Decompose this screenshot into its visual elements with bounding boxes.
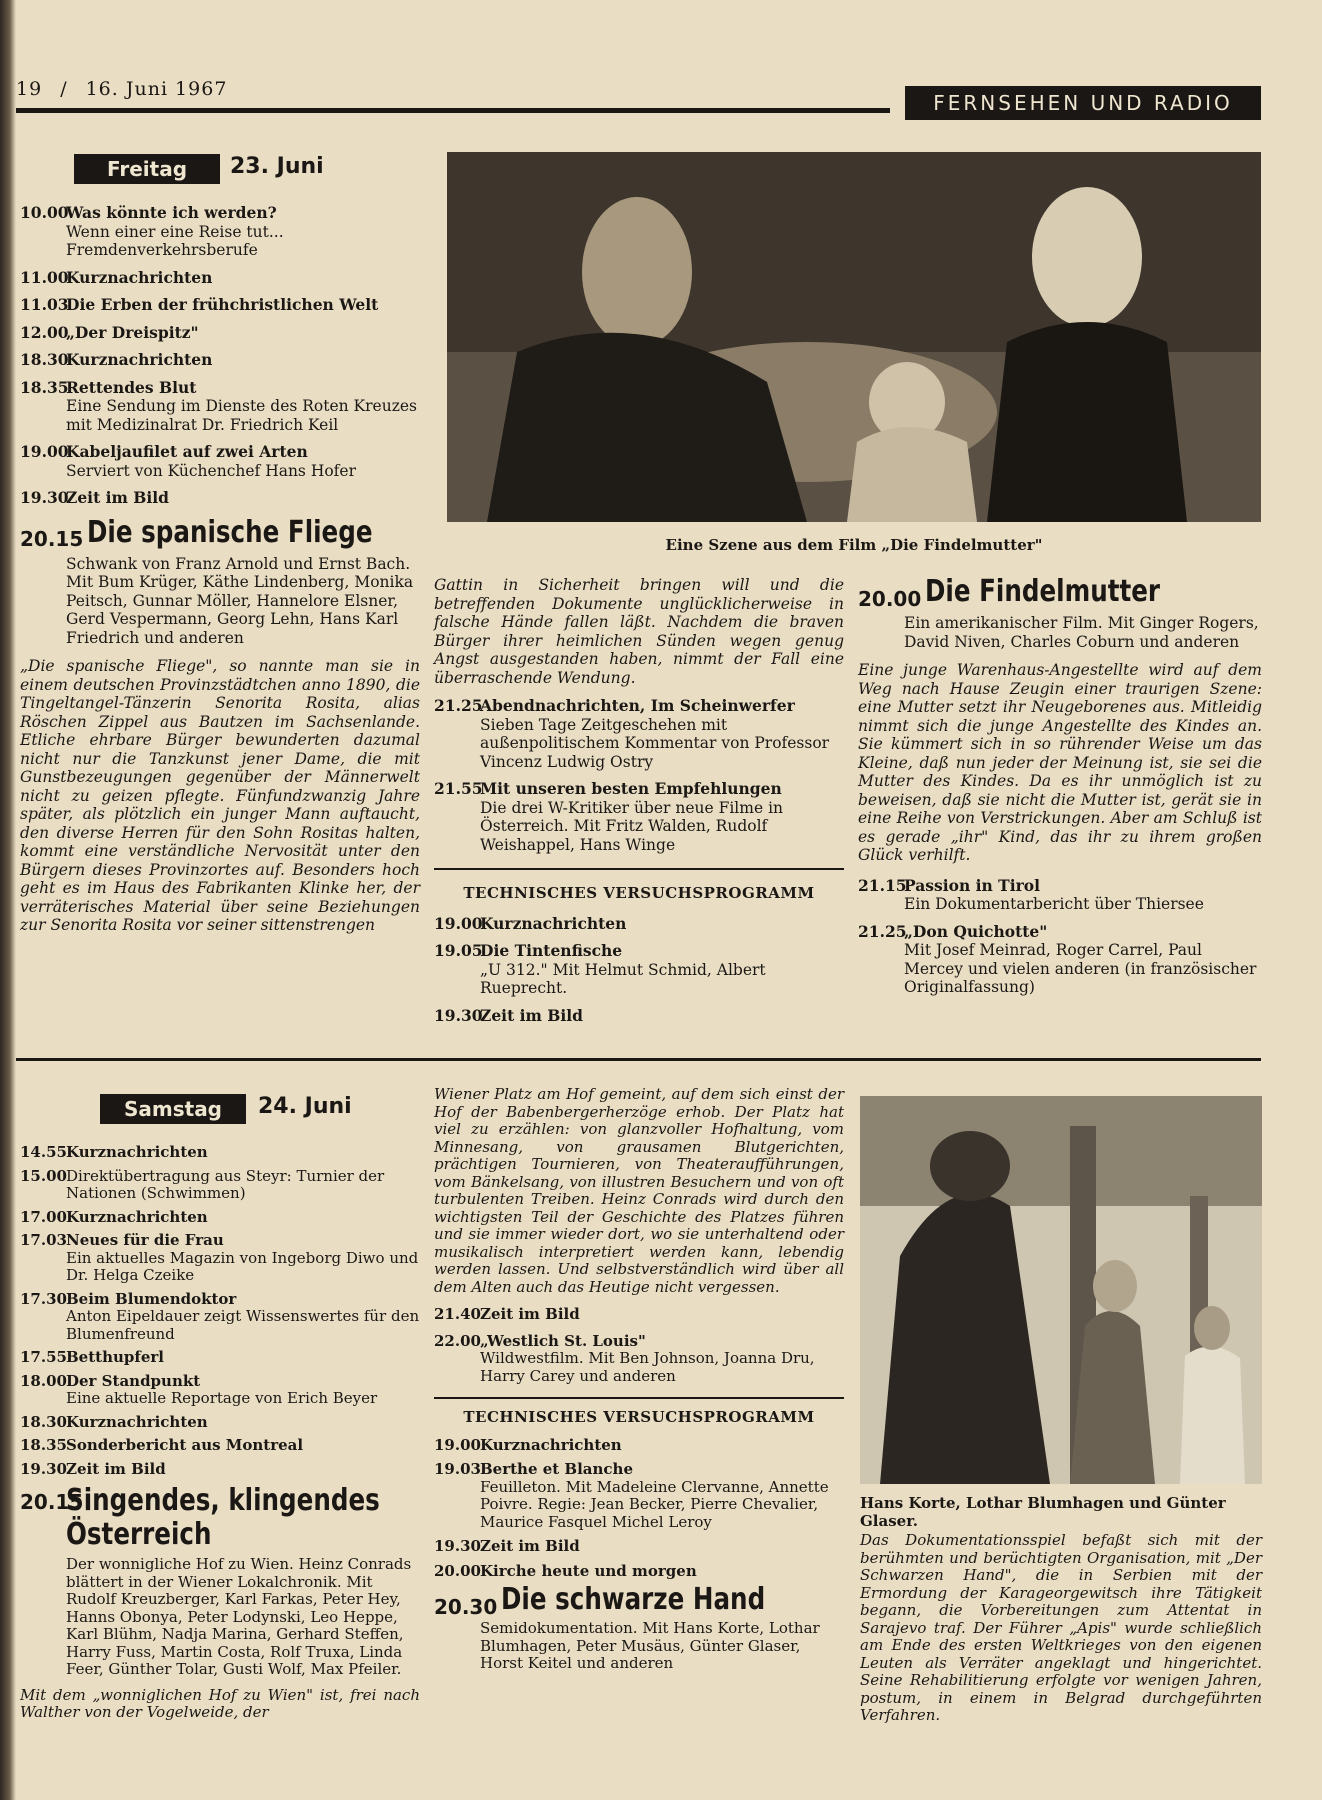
friday-date: 23. Juni <box>230 154 324 179</box>
program-item: 19.00 Kurznachrichten <box>434 1435 622 1454</box>
documentary-photo-caption: Hans Korte, Lothar Blumhagen und Günter Glaser. <box>860 1494 1226 1530</box>
program-item: 18.35 Sonderbericht aus Montreal <box>20 1436 304 1454</box>
program-item: 21.55 Mit unseren besten Empfehlungen Die drei W-Kritiker über neue Filme in Österreich. Mit Fritz Walden, Rudolf Weishappel, Hans Winge <box>434 779 784 854</box>
program-item: 19.30 Zeit im Bild <box>434 1537 580 1555</box>
program-item: 21.40 Zeit im Bild <box>434 1305 580 1323</box>
program-item: 20.00 Kirche heute und morgen <box>434 1561 697 1580</box>
friday-left-column <box>20 204 420 935</box>
program-item: 21.25 „Don Quichotte" Mit Josef Meinrad, Roger Carrel, Paul Mercey und vielen anderen (in französischer Originalfassung) <box>858 921 1257 996</box>
friday-middle-column <box>434 576 844 1034</box>
issue-separator: / <box>60 78 68 100</box>
day-divider <box>16 1058 1261 1061</box>
program-item: 11.03 Die Erben der frühchristlichen Welt <box>20 295 379 314</box>
program-item: 11.00 Kurznachrichten <box>20 267 213 287</box>
program-item: 17.30 Beim Blumendoktor Anton Eipeldauer zeigt Wissenswertes für den Blumenfreund <box>20 1289 420 1343</box>
program-item: 19.30 Zeit im Bild <box>434 1005 584 1025</box>
program-item: 17.03 Neues für die Frau Ein aktuelles Magazin von Ingeborg Diwo und Dr. Helga Czeike <box>20 1231 419 1284</box>
program-item: 19.00 Kurznachrichten <box>434 913 627 933</box>
program-item: 15.00 Direktübertragung aus Steyr: Turnier der Nationen (Schwimmen) <box>20 1166 385 1202</box>
feature-synopsis: Mit dem „wonniglichen Hof zu Wien" ist, frei nach Walther von der Vogelweide, der <box>20 1685 420 1721</box>
section-divider <box>434 868 844 870</box>
program-item: 18.00 Der Standpunkt Eine aktuelle Reportage von Erich Beyer <box>20 1371 378 1407</box>
header-rule <box>16 108 890 113</box>
film-heading: 20.00 Die Findelmutter <box>858 574 1161 611</box>
program-item: 22.00 „Westlich St. Louis" Wildwestfilm. Mit Ben Johnson, Joanna Dru, Harry Carey und anderen <box>434 1331 815 1385</box>
program-item: 21.25 Abendnachrichten, Im Scheinwerfer Sieben Tage Zeitgeschehen mit außenpolitischem Kommentar von Professor Vincenz Ludwig Ostry <box>434 696 830 771</box>
film-still-caption: Eine Szene aus dem Film „Die Findelmutter" <box>665 536 1043 554</box>
program-item: 18.30 Kurznachrichten <box>20 350 213 369</box>
film-synopsis: Eine junge Warenhaus-Angestellte wird auf dem Weg nach Hause Zeugin einer traurigen Szene: eine Mutter setzt ihr Neugeborenes aus. Mitleidig nimmt sich die junge Angestellte des Kindes an. Sie kümmert sich in so rührender Weise um das Kleine, daß nun jeder der Meinung ist, sie sei die Mutter des Kindes. Da es ihr unmöglich ist zu beweisen, daß sie nicht die Mutter ist, gerät sie in eine Reihe von Verstrickungen. Aber am Schluß ist es gerade „ihr" Kind, das ihr zu ihrem großen Glück verhilft. <box>858 661 1262 864</box>
tech-program-title: TECHNISCHES VERSUCHSPROGRAMM <box>463 1408 815 1426</box>
feature-heading: 20.15 Singendes, klingendes Österreich <box>20 1483 380 1552</box>
program-item: 19.03 Berthe et Blanche Feuilleton. Mit Madeleine Clervanne, Annette Poivre. Regie: Jean Becker, Pierre Chevalier, Maurice Fasquel Michel Leroy <box>434 1460 829 1531</box>
saturday-middle-column <box>434 1086 844 1673</box>
program-item: 17.55 Betthupferl <box>20 1348 164 1366</box>
film-still-photo <box>447 152 1261 522</box>
doc-heading: 20.30 Die schwarze Hand <box>434 1582 766 1619</box>
page-number: 19 <box>16 78 43 100</box>
documentary-photo <box>860 1096 1262 1484</box>
synopsis-continued: Wiener Platz am Hof gemeint, auf dem sich einst der Hof der Babenbergerherzöge erhob. Der Platz hat viel zu erzählen: von glanzvoller Hofhaltung, vom Minnesang, von grausamen Blutgerichten, prächtigen Tournieren, von Theateraufführungen, vom Bänkelsang, von illustren Besuchern und von oft turbulenten Treiben. Heinz Conrads wird durch den wichtigsten Teil der Geschichte des Platzes führen und sie immer wieder dort, wo sie unterhaltend oder musikalisch interpretiert werden kann, lebendig werden lassen. Und selbstverständlich wird über all dem Alten auch das Heutige nicht vergessen. <box>434 1085 844 1296</box>
feature-credits: Schwank von Franz Arnold und Ernst Bach. Mit Bum Krüger, Käthe Lindenberg, Monika Peitsch, Gunnar Möller, Hannelore Elsner, Gerd Vespermann, Georg Lehn, Hans Karl Friedrich und anderen <box>66 554 414 647</box>
program-item: 19.30 Zeit im Bild <box>20 1459 166 1478</box>
feature-heading: 20.15 Die spanische Fliege <box>20 514 373 551</box>
feature-synopsis: „Die spanische Fliege", so nannte man sie in einem deutschen Provinzstädtchen anno 1890, die Tingeltangel-Tänzerin Senorita Rosita, alias Röschen Zippel aus Bautzen im Sachsenlande. Etliche ehrbare Bürger bewunderten dazumal nicht nur die Tanzkunst jener Dame, die mit Gunstbezeugungen gegenüber der Männerwelt nicht zu geizen pflegte. Fünfundzwanzig Jahre später, als plötzlich ein junger Mann auftaucht, den diverse Herren für den Sohn Rositas halten, kommt eine verständliche Nervosität unter den Bürgern dieses Provinzortes auf. Besonders hoch geht es im Haus des Fabrikanten Klinke her, der verräterisches Material über seine Beziehungen zur Senorita Rosita vor seiner sittenstrengen <box>20 657 420 934</box>
saturday-date: 24. Juni <box>258 1094 352 1119</box>
program-item: 18.35 Rettendes Blut Eine Sendung im Dienste des Roten Kreuzes mit Medizinalrat Dr. Friedrich Keil <box>20 377 417 434</box>
saturday-day-label: Samstag <box>100 1094 246 1124</box>
program-item: 19.00 Kabeljaufilet auf zwei Arten Serviert von Küchenchef Hans Hofer <box>20 442 356 480</box>
feature-credits: Der wonnigliche Hof zu Wien. Heinz Conrads blättert in der Wiener Lokalchronik. Mit Rudolf Kreuzberger, Karl Farkas, Peter Hey, Hanns Obonya, Peter Lodynski, Leo Heppe, Karl Blühm, Nadja Marina, Gerhard Steffen, Harry Fuss, Martin Costa, Rolf Truxa, Linda Feer, Günther Tolar, Gusti Wolf, Max Pfeiler. <box>66 1555 412 1678</box>
section-divider <box>434 1397 844 1399</box>
synopsis-continued: Gattin in Sicherheit bringen will und die betreffenden Dokumente unglücklicherweise in falsche Hände fallen läßt. Nachdem die braven Bürger ihrer heimlichen Sünden wegen genug Angst ausgestanden haben, nimmt der Fall eine überraschende Wendung. <box>434 576 844 687</box>
program-item: 19.05 Die Tintenfische „U 312." Mit Helmut Schmid, Albert Rueprecht. <box>434 941 766 997</box>
program-item: 19.30 Zeit im Bild <box>20 488 170 507</box>
friday-right-column <box>858 576 1262 1006</box>
film-credits: Ein amerikanischer Film. Mit Ginger Rogers, David Niven, Charles Coburn und anderen <box>904 614 1259 651</box>
documentary-synopsis: Das Dokumentationsspiel befaßt sich mit der berühmten und berüchtigten Organisation, mit „Der Schwarzen Hand", die in Serbien mit der Ermordung der Karageorgewitsch ihre Tätigkeit begann, die Vorbereitungen zum Attentat in Sarajevo traf. Der Führer „Apis" wurde schließlich am Ende des ersten Weltkrieges von den eigenen Leuten als Verräter angeklagt und hingerichtet. Seine Rehabilitierung erfolgte vor wenigen Jahren, postum, in einem in Belgrad durchgeführten Verfahren. <box>860 1531 1262 1724</box>
program-item: 12.00 „Der Dreispitz" <box>20 322 199 342</box>
program-item: 18.30 Kurznachrichten <box>20 1412 208 1431</box>
doc-credits: Semidokumentation. Mit Hans Korte, Lothar Blumhagen, Peter Musäus, Günter Glaser, Horst Keitel und anderen <box>480 1619 820 1672</box>
page-header <box>16 78 245 100</box>
program-item: 21.15 Passion in Tirol Ein Dokumentarbericht über Thiersee <box>858 875 1204 913</box>
friday-day-label: Freitag <box>74 154 220 184</box>
saturday-left-column <box>20 1144 420 1722</box>
tech-program-title: TECHNISCHES VERSUCHSPROGRAMM <box>463 884 815 902</box>
program-item: 17.00 Kurznachrichten <box>20 1207 208 1226</box>
section-title: FERNSEHEN UND RADIO <box>905 86 1261 120</box>
program-item: 10.00 Was könnte ich werden? Wenn einer eine Reise tut... Fremdenverkehrsberufe <box>20 203 284 259</box>
issue-date: 16. Juni 1967 <box>85 78 228 100</box>
program-item: 14.55 Kurznachrichten <box>20 1143 208 1161</box>
page-edge <box>0 0 16 1800</box>
